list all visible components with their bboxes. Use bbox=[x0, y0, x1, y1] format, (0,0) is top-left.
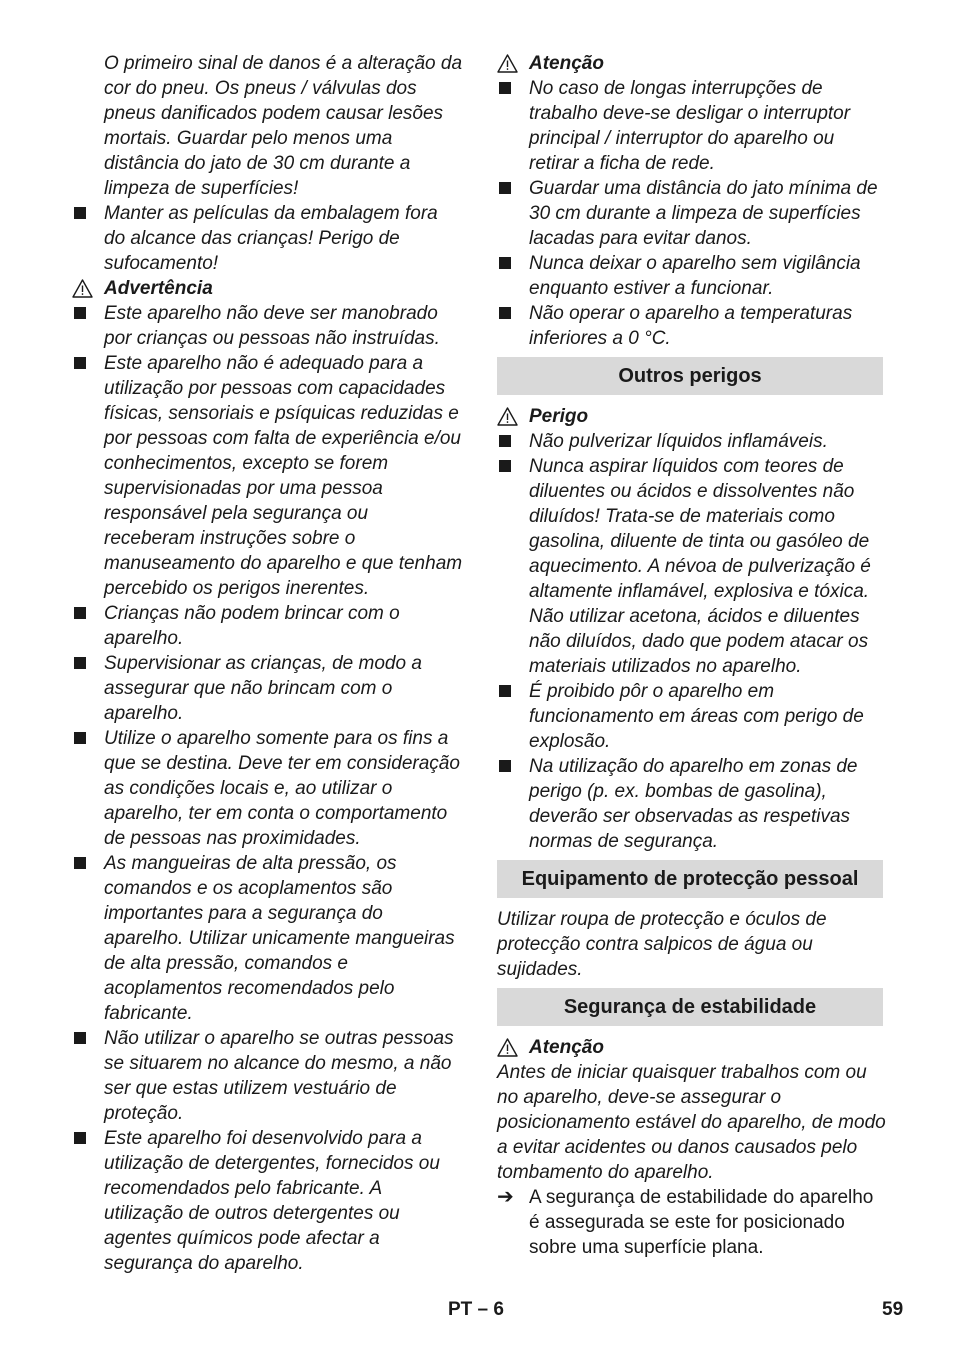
square-bullet-icon bbox=[499, 307, 511, 319]
list-item-text: Não pulverizar líquidos inflamáveis. bbox=[529, 431, 828, 452]
list-item bbox=[72, 601, 464, 651]
warning-triangle-icon bbox=[497, 1038, 518, 1057]
list-item bbox=[72, 1026, 464, 1126]
square-bullet-icon bbox=[74, 357, 86, 369]
section-title-personal-protection: Equipamento de protecção pessoal bbox=[497, 860, 883, 898]
square-bullet-icon bbox=[499, 82, 511, 94]
list-item bbox=[72, 651, 464, 726]
footer-section-label: PT – 6 bbox=[448, 1299, 504, 1320]
warning-heading bbox=[72, 276, 464, 301]
list-item bbox=[497, 454, 887, 679]
left-column bbox=[72, 51, 464, 1276]
result-text: A segurança de estabilidade do aparelho é assegurada se este for posicionado sobre uma superfície plana. bbox=[529, 1187, 874, 1258]
square-bullet-icon bbox=[499, 760, 511, 772]
list-item-text: Na utilização do aparelho em zonas de perigo (p. ex. bombas de gasolina), deverão ser observadas as respetivas normas de segurança. bbox=[529, 756, 858, 852]
section-title-other-dangers: Outros perigos bbox=[497, 357, 883, 395]
warning-label: Advertência bbox=[104, 278, 213, 299]
list-item bbox=[497, 176, 887, 251]
page-number: 59 bbox=[882, 1299, 904, 1320]
list-item-text: No caso de longas interrupções de trabalho deve-se desligar o interruptor principal / interruptor do aparelho ou retirar a ficha de rede. bbox=[529, 78, 851, 174]
square-bullet-icon bbox=[74, 607, 86, 619]
bullet-list-4 bbox=[497, 429, 887, 854]
square-bullet-icon bbox=[499, 182, 511, 194]
list-item bbox=[497, 754, 887, 854]
list-item bbox=[497, 76, 887, 176]
list-item-text: Guardar uma distância do jato mínima de 30 cm durante a limpeza de superfícies lacadas para evitar danos. bbox=[529, 178, 878, 249]
warning-triangle-icon bbox=[497, 407, 518, 426]
list-item-text: Manter as películas da embalagem fora do alcance das crianças! Perigo de sufocamento! bbox=[104, 203, 438, 274]
square-bullet-icon bbox=[74, 1132, 86, 1144]
danger-label: Perigo bbox=[529, 406, 589, 427]
personal-protection-text: Utilizar roupa de protecção e óculos de protecção contra salpicos de água ou sujidades. bbox=[497, 909, 827, 980]
list-item bbox=[72, 201, 464, 276]
attention-label-2: Atenção bbox=[529, 1037, 604, 1058]
list-item bbox=[72, 851, 464, 1026]
attention-heading bbox=[497, 51, 887, 76]
warning-triangle-icon bbox=[72, 279, 93, 298]
list-item-text: Este aparelho não é adequado para a utilização por pessoas com capacidades físicas, sensoriais e psíquicas reduzidas e por pessoas com falta de experiência e/ou conhecimentos, excepto se forem supervisionadas por uma pessoa responsável pela segurança ou receberam instruções sobre o manuseamento do aparelho e que tenham percebido os perigos inerentes. bbox=[104, 353, 463, 599]
list-item-text: Crianças não podem brincar com o aparelho. bbox=[104, 603, 400, 649]
danger-heading bbox=[497, 404, 887, 429]
square-bullet-icon bbox=[74, 732, 86, 744]
list-item bbox=[497, 679, 887, 754]
result-item bbox=[497, 1185, 887, 1260]
attention-label: Atenção bbox=[529, 53, 604, 74]
square-bullet-icon bbox=[74, 657, 86, 669]
list-item bbox=[72, 301, 464, 351]
list-item-text: Este aparelho não deve ser manobrado por crianças ou pessoas não instruídas. bbox=[104, 303, 440, 349]
list-item-text: É proibido pôr o aparelho em funcionamento em áreas com perigo de explosão. bbox=[529, 681, 864, 752]
right-column bbox=[497, 51, 887, 1260]
square-bullet-icon bbox=[499, 435, 511, 447]
square-bullet-icon bbox=[499, 257, 511, 269]
list-item bbox=[72, 726, 464, 851]
stability-text: Antes de iniciar quaisquer trabalhos com ou no aparelho, deve-se assegurar o posicionamento estável do aparelho, de modo a evitar acidentes ou danos causados pelo tombamento do aparelho. bbox=[497, 1062, 886, 1183]
list-item-text: Nunca aspirar líquidos com teores de diluentes ou ácidos e dissolventes não diluídos! Trata-se de materiais como gasolina, diluente de tinta ou gasóleo de aquecimento. A névoa de pulverização é altamente inflamável, explosiva e tóxica. Não utilizar acetona, ácidos e diluentes não diluídos, dado que podem atacar os materiais utilizados no aparelho. bbox=[529, 456, 871, 677]
square-bullet-icon bbox=[74, 1032, 86, 1044]
bullet-list-2 bbox=[72, 301, 464, 1276]
bullet-list-3 bbox=[497, 76, 887, 351]
list-item-text: Não utilizar o aparelho se outras pessoas se situarem no alcance do mesmo, a não ser que estas utilizem vestuário de proteção. bbox=[104, 1028, 454, 1124]
list-item bbox=[72, 351, 464, 601]
section-title-stability: Segurança de estabilidade bbox=[497, 988, 883, 1026]
attention-heading-2 bbox=[497, 1035, 887, 1060]
square-bullet-icon bbox=[74, 857, 86, 869]
warning-triangle-icon bbox=[497, 54, 518, 73]
list-item-text: Não operar o aparelho a temperaturas inferiores a 0 °C. bbox=[529, 303, 853, 349]
square-bullet-icon bbox=[74, 307, 86, 319]
square-bullet-icon bbox=[499, 460, 511, 472]
list-item-text: Supervisionar as crianças, de modo a assegurar que não brincam com o aparelho. bbox=[104, 653, 422, 724]
list-item-text: As mangueiras de alta pressão, os comandos e os acoplamentos são importantes para a segurança do aparelho. Utilizar unicamente mangueiras de alta pressão, comandos e acoplamentos recomendados pelo fabricante. bbox=[104, 853, 455, 1024]
list-item bbox=[497, 301, 887, 351]
list-item-text: Nunca deixar o aparelho sem vigilância enquanto estiver a funcionar. bbox=[529, 253, 861, 299]
list-item-text: Utilize o aparelho somente para os fins a que se destina. Deve ter em consideração as condições locais e, ao utilizar o aparelho, ter em conta o comportamento de pessoas nas proximidades. bbox=[104, 728, 460, 849]
arrow-right-icon: ➔ bbox=[497, 1186, 514, 1208]
list-item bbox=[497, 251, 887, 301]
bullet-list-1 bbox=[72, 201, 464, 276]
square-bullet-icon bbox=[74, 207, 86, 219]
list-item bbox=[497, 429, 887, 454]
square-bullet-icon bbox=[499, 685, 511, 697]
list-item bbox=[72, 1126, 464, 1276]
list-item-text: Este aparelho foi desenvolvido para a utilização de detergentes, fornecidos ou recomendados pelo fabricante. A utilização de outros detergentes ou agentes químicos pode afectar a segurança do aparelho. bbox=[104, 1128, 440, 1274]
intro-paragraph: O primeiro sinal de danos é a alteração da cor do pneu. Os pneus / válvulas dos pneus danificados podem causar lesões mortais. Guardar pelo menos uma distância do jato de 30 cm durante a limpeza de superfícies! bbox=[104, 53, 463, 199]
